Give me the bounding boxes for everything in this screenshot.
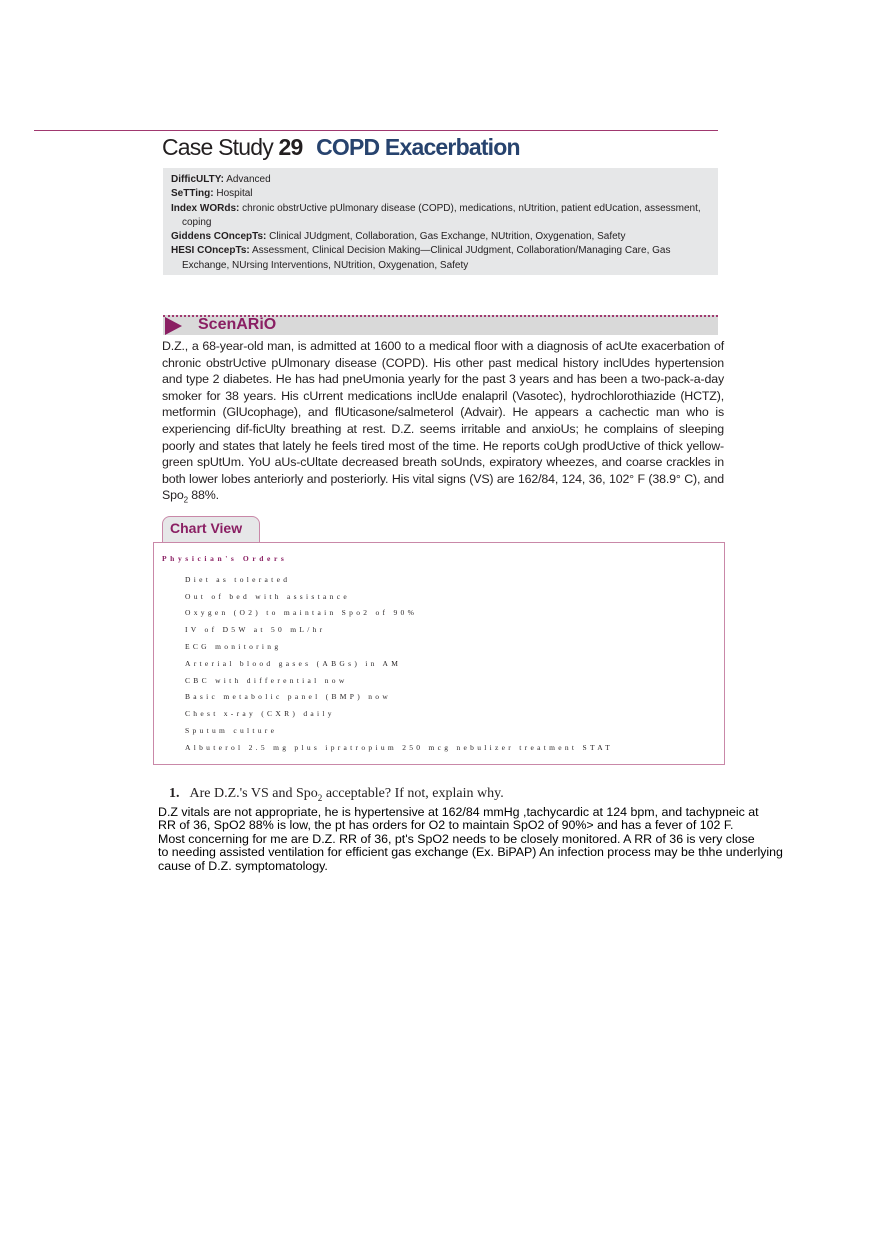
order-item: CBC with differential now (185, 676, 348, 685)
order-item: Chest x-ray (CXR) daily (185, 709, 335, 718)
meta-hesi-concepts: HESI COncepTs: Assessment, Clinical Decision Making—Clinical JUdgment, Collaboration/Managing Care, Gas Exchange, NUrsing Interventions, NUtrition, Oxygenation, Safety (171, 245, 671, 271)
case-topic: COPD Exacerbation (316, 134, 520, 160)
answer-text (158, 806, 818, 873)
order-item: Oxygen (O2) to maintain Spo2 of 90% (185, 608, 418, 617)
meta-setting: SeTTing: Hospital (171, 188, 253, 200)
meta-giddens-concepts: Giddens COncepTs: Clinical JUdgment, Collaboration, Gas Exchange, NUtrition, Oxygenation, Safety (171, 231, 626, 243)
play-arrow-icon (165, 317, 182, 335)
case-label: Case Study (162, 134, 273, 160)
answer-line: Most concerning for me are D.Z. RR of 36, pt's SpO2 needs to be closely monitored. A RR of 36 is very close (158, 831, 755, 846)
answer-line: RR of 36, SpO2 88% is low, the pt has orders for O2 to maintain SpO2 of 90%> and has a fever of 102 F. (158, 818, 734, 833)
case-metadata-box (163, 168, 718, 275)
order-item: Arterial blood gases (ABGs) in AM (185, 659, 402, 668)
physicians-orders-heading: Physician's Orders (162, 554, 288, 563)
chart-view-tab-label: Chart View (170, 520, 243, 536)
order-item: Out of bed with assistance (185, 592, 350, 601)
case-number: 29 (278, 134, 303, 160)
order-item: Sputum culture (185, 726, 278, 735)
answer-line: to needing assisted ventilation for efficient gas exchange (Ex. BiPAP) An infection process may be thhe underlying (158, 845, 783, 860)
answer-line: cause of D.Z. symptomatology. (158, 858, 328, 873)
order-item: Albuterol 2.5 mg plus ipratropium 250 mcg nebulizer treatment STAT (185, 743, 613, 752)
order-item: Basic metabolic panel (BMP) now (185, 692, 392, 701)
answer-line: D.Z vitals are not appropriate, he is hypertensive at 162/84 mmHg ,tachycardic at 124 bpm, and tachypneic at (158, 805, 759, 819)
question-1: 1. Are D.Z.'s VS and Spo$_2$ acceptable? If not, explain why. (169, 786, 504, 803)
order-item: ECG monitoring (185, 642, 282, 651)
scenario-text: D.Z., a 68-year-old man, is admitted at 1600 to a medical floor with a diagnosis of acUte exacerbation of chronic obstrUctive pUlmonary disease (COPD). His other past medical history inclUdes hypertension and type 2 diabetes. He has had pneUmonia yearly for the past 3 years and has been a two-pack-a-day smoker for 38 years. His cUrrent medications inclUde enalapril (Vasotec), hydrochlorothiazide (HCTZ), metformin (GlUcophage), and flUticasone/salmeterol (Advair). He appears a cachectic man who is experiencing dif-ficUlty breathing at rest. D.Z. seems irritable and anxioUs; he complains of sleeping poorly and states that lately he feels tired most of the time. He reports coUgh prodUctive of thick yellow-green spUtUm. YoU aUs-cUltate decreased breath soUnds, expiratory wheezes, and coarse crackles in both lower lobes anteriorly and posteriorly. His vital signs (VS) are 162/84, 124, 36, 102° F (38.9° C), and Spo$_2$ 88%. (162, 339, 724, 505)
header-rule (34, 130, 718, 131)
order-item: IV of D5W at 50 mL/hr (185, 625, 326, 634)
case-title (162, 134, 520, 161)
meta-index-words: Index WORds: chronic obstrUctive pUlmonary disease (COPD), medications, nUtrition, patient edUcation, assessment, coping (171, 202, 701, 228)
scenario-heading: ScenARiO (198, 316, 277, 333)
meta-difficulty: DifficULTY: Advanced (171, 174, 271, 185)
order-item: Diet as tolerated (185, 575, 291, 584)
